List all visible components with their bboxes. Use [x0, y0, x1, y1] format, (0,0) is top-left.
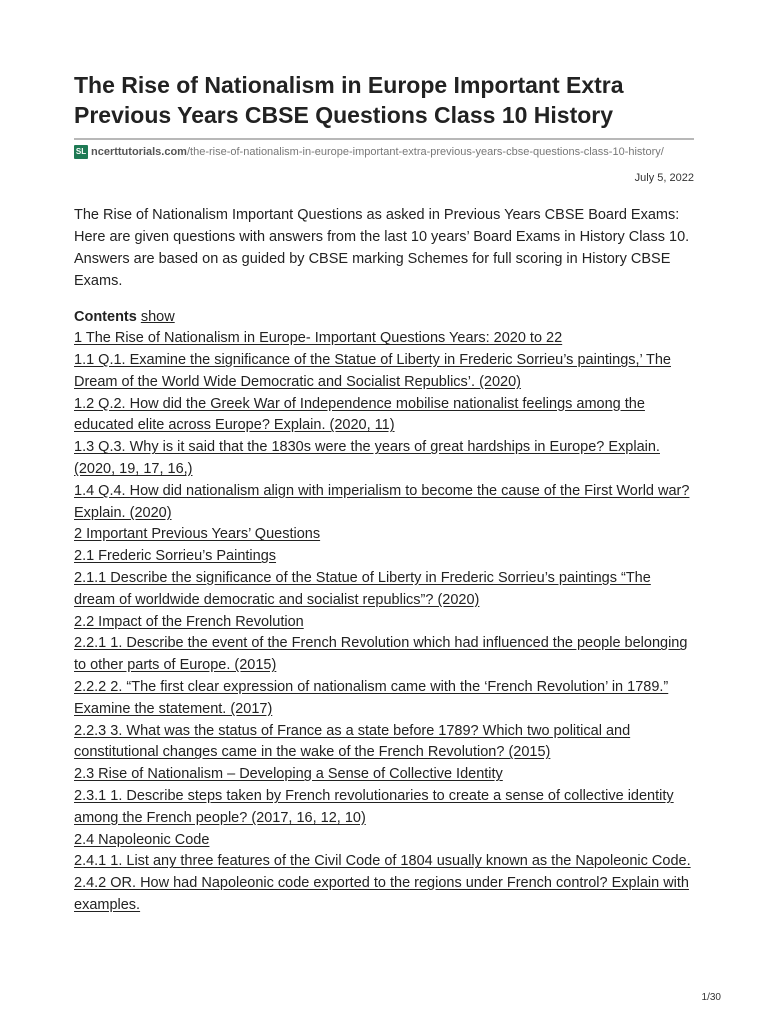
contents-header	[74, 307, 694, 329]
toc-item	[74, 873, 694, 917]
toc-item	[74, 328, 694, 350]
toc-link[interactable]: 2.1 Frederic Sorrieu’s Paintings	[74, 548, 277, 565]
toc-link[interactable]: 2 Important Previous Years’ Questions	[74, 526, 321, 543]
toc-link[interactable]: 2.3.1 1. Describe steps taken by French revolutionaries to create a sense of collective identity among the French people? (2017, 16, 12, 10)	[74, 788, 674, 826]
title-divider	[74, 138, 694, 140]
toc-link[interactable]: 1.4 Q.4. How did nationalism align with imperialism to become the cause of the First World war? Explain. (2020)	[74, 482, 690, 521]
document-page	[74, 70, 694, 917]
toc-item	[74, 612, 694, 634]
toc-item	[74, 851, 694, 873]
intro-paragraph: The Rise of Nationalism Important Questions as asked in Previous Years CBSE Board Exams: Here are given questions with answers from the last 10 years’ Board Exams in History Class 10. Answers are based on as guided by CBSE marking Schemes for full scoring in History CBSE Exams.	[74, 207, 690, 289]
toc-item	[74, 633, 694, 677]
page-number: 1/30	[701, 992, 721, 1003]
toc-item	[74, 546, 694, 568]
toc-item	[74, 524, 694, 546]
toc-link[interactable]: 1.1 Q.1. Examine the significance of the Statue of Liberty in Frederic Sorrieu’s paintings,’ The Dream of the World Wide Democratic and Socialist Republics’. (2020)	[74, 352, 671, 390]
toc-link[interactable]: 2.1.1 Describe the significance of the Statue of Liberty in Frederic Sorrieu’s paintings “The dream of worldwide democratic and socialist republics”? (2020)	[74, 570, 651, 608]
toc-link[interactable]: 2.4 Napoleonic Code	[74, 831, 210, 848]
toc-list	[74, 328, 694, 917]
toc-item	[74, 437, 694, 481]
toc-item	[74, 481, 694, 525]
toc-item	[74, 677, 694, 721]
toc-link[interactable]: 2.4.2 OR. How had Napoleonic code exported to the regions under French control? Explain with examples.	[74, 875, 689, 914]
toc-link[interactable]: 2.2.2 2. “The first clear expression of nationalism came with the ‘French Revolution’ in 1789.” Examine the statement. (2017)	[74, 679, 669, 717]
toc-link[interactable]: 2.2.1 1. Describe the event of the French Revolution which had influenced the people belonging to other parts of Europe. (2015)	[74, 635, 688, 674]
source-url[interactable]	[74, 145, 694, 159]
toc-link[interactable]: 2.2.3 3. What was the status of France as a state before 1789? Which two political and constitutional changes came in the wake of the French Revolution? (2015)	[74, 722, 631, 761]
toc-item	[74, 394, 694, 438]
toc-link[interactable]: 2.3 Rise of Nationalism – Developing a Sense of Collective Identity	[74, 766, 503, 783]
contents-show-toggle[interactable]: show	[140, 308, 175, 325]
toc-item	[74, 830, 694, 852]
toc-item	[74, 350, 694, 394]
toc-link[interactable]: 2.2 Impact of the French Revolution	[74, 613, 304, 630]
source-domain: ncerttutorials.com	[91, 146, 187, 158]
toc-item	[74, 568, 694, 612]
toc-item	[74, 721, 694, 765]
document-title: The Rise of Nationalism in Europe Important Extra Previous Years CBSE Questions Class 10 History	[74, 72, 624, 128]
toc-link[interactable]: 1.2 Q.2. How did the Greek War of Independence mobilise nationalist feelings among the educated elite across Europe? Explain. (2020, 11)	[74, 395, 645, 434]
source-path: /the-rise-of-nationalism-in-europe-important-extra-previous-years-cbse-questions-class-10-history/	[186, 146, 664, 158]
publish-date: July 5, 2022	[634, 172, 694, 184]
toc-link[interactable]: 1.3 Q.3. Why is it said that the 1830s were the years of great hardships in Europe? Explain. (2020, 19, 17, 16,)	[74, 439, 660, 478]
contents-label: Contents	[74, 308, 137, 325]
toc-link[interactable]: 1 The Rise of Nationalism in Europe- Important Questions Years: 2020 to 22	[74, 330, 563, 347]
table-of-contents	[74, 307, 694, 917]
site-logo-icon: SL	[74, 145, 88, 159]
toc-link[interactable]: 2.4.1 1. List any three features of the Civil Code of 1804 usually known as the Napoleonic Code.	[74, 853, 691, 870]
toc-item	[74, 786, 694, 830]
toc-item	[74, 764, 694, 786]
